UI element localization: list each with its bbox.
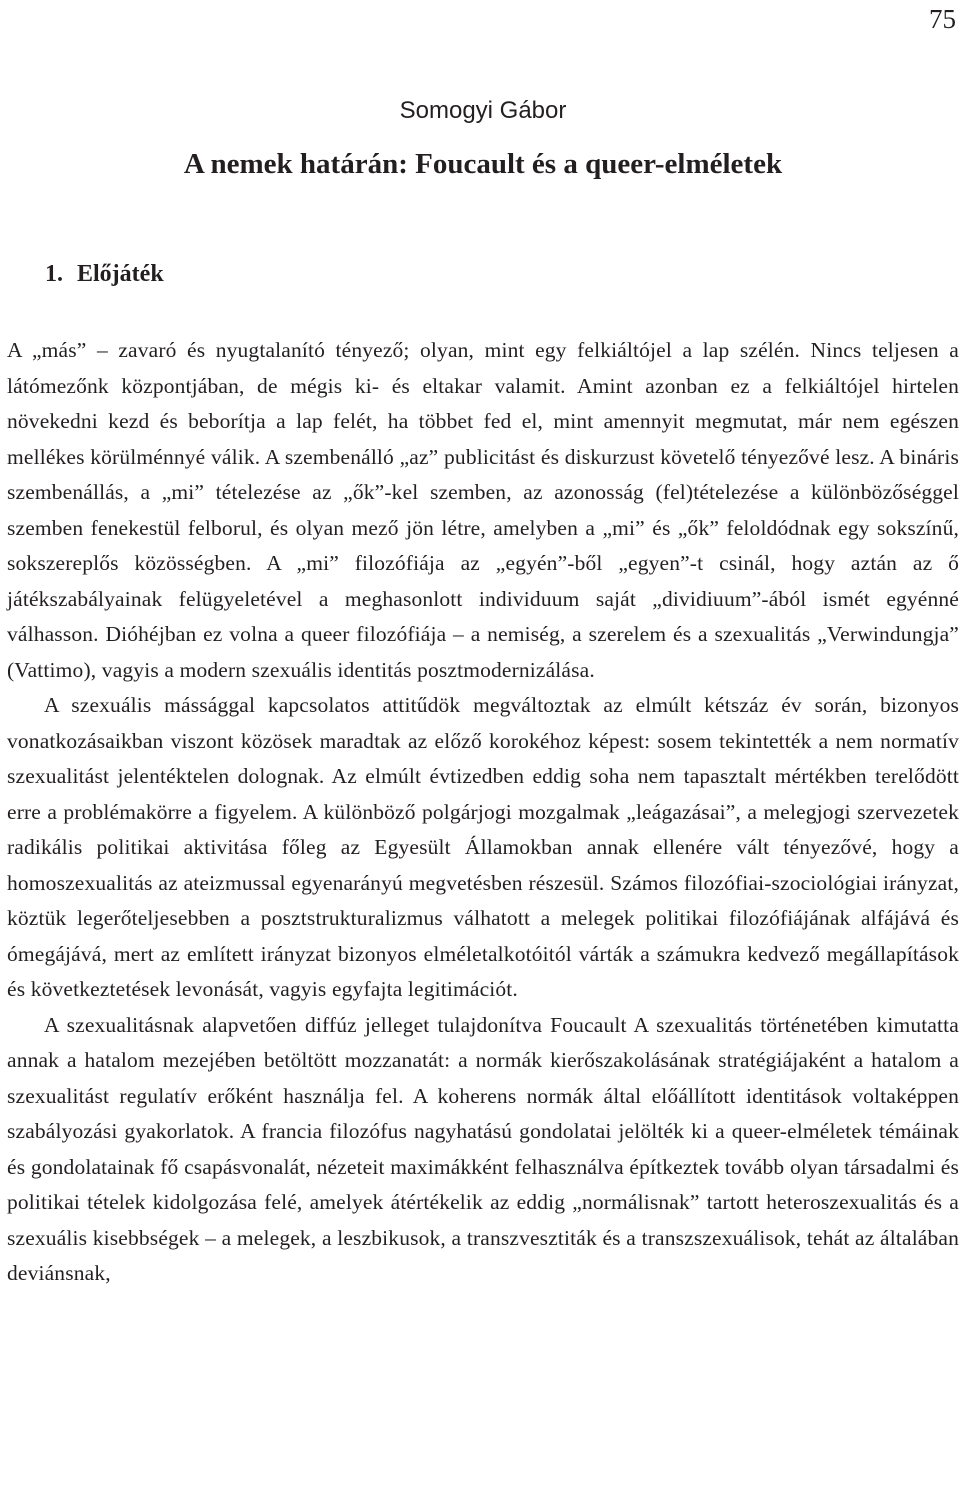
section-title: Előjáték — [77, 261, 164, 287]
paragraph: A „más” – zavaró és nyugtalanító tényező; olyan, mint egy felkiáltójel a lap szélén. Nincs teljesen a látómezőnk központjában, de mégis ki- és eltakar valamit. Amint azonban ez a felkiáltójel hirtelen növekedni kezd és beborítja a lap felét, ha többet fed el, mint amennyit megmutat, már nem egészen mellékes körülménnyé válik. A szembenálló „az” publicitást és diskurzust követelő tényezővé lesz. A bináris szembenállás, a „mi” tételezése az „ők”-kel szemben, az azonosság (fel)tételezése a különbözőséggel szemben fenekestül felborul, és olyan mező jön létre, amelyben a „mi” és „ők” feloldódnak egy sokszínű, sokszereplős közösségben. A „mi” filozófiája az „egyén”-ből „egyen”-t csinál, hogy aztán az ő játékszabályainak felügyeletével a meghasonlott individuum saját „dividiuum”-ából ismét egyénné válhasson. Dióhéjban ez volna a queer filozófiája – a nemiség, a szerelem és a szexualitás „Verwindungja” (Vattimo), vagyis a modern szexuális identitás posztmodernizálása. — [7, 338, 959, 682]
body-text — [7, 333, 959, 1292]
paragraph: A szexualitásnak alapvetően diffúz jelleget tulajdonítva Foucault A szexualitás történetében kimutatta annak a hatalom mezejében betöltött mozzanatát: a normák kierőszakolásának stratégiájaként a hatalom a szexualitást regulatív erőként használja fel. A koherens normák által előállított identitások voltaképpen szabályozási gyakorlatok. A francia filozófus nagyhatású gondolatai jelölték ki a queer-elméletek témáinak és gondolatainak fő csapásvonalát, nézeteit maximákként felhasználva építkeztek tovább olyan társadalmi és politikai tételek kidolgozása felé, amelyek átértékelik az eddig „normálisnak” tartott heteroszexualitás és a szexuális kisebbségek – a melegek, a leszbikusok, a transzvesztiták és a transzszexuálisok, tehát az általában deviánsnak, — [7, 1012, 959, 1285]
article-title: A nemek határán: Foucault és a queer-elméletek — [183, 148, 783, 180]
paragraph: A szexuális mássággal kapcsolatos attitűdök megváltoztak az elmúlt kétszáz év során, bizonyos vonatkozásaikban viszont közösek maradtak az előző korokéhoz képest: sosem tekintették a nem normatív szexualitást jelentéktelen dolognak. Az elmúlt évtizedben eddig soha nem tapasztalt mértékben terelődött erre a problémakörre a figyelem. A különböző polgárjogi mozgalmak „leágazásai”, a melegjogi szervezetek radikális politikai aktivitása főleg az Egyesült Államokban annak ellenére vált tényezővé, hogy a homoszexualitás az ateizmussal egyenarányú megvetésben részesül. Számos filozófiai-szociológiai irányzat, köztük legerőteljesebben a posztstrukturalizmus válhatott a melegek politikai filozófiájának alfájává és ómegájává, mert az említett irányzat bizonyos elméletalkotóitól várták a számukra kedvező megállapítások és következtetések levonását, vagyis egyfajta legitimációt. — [7, 693, 959, 1001]
page-number: 75 — [929, 4, 956, 34]
section-number: 1. — [45, 261, 63, 287]
author-name: Somogyi Gábor — [399, 97, 567, 124]
section-heading — [45, 259, 164, 289]
